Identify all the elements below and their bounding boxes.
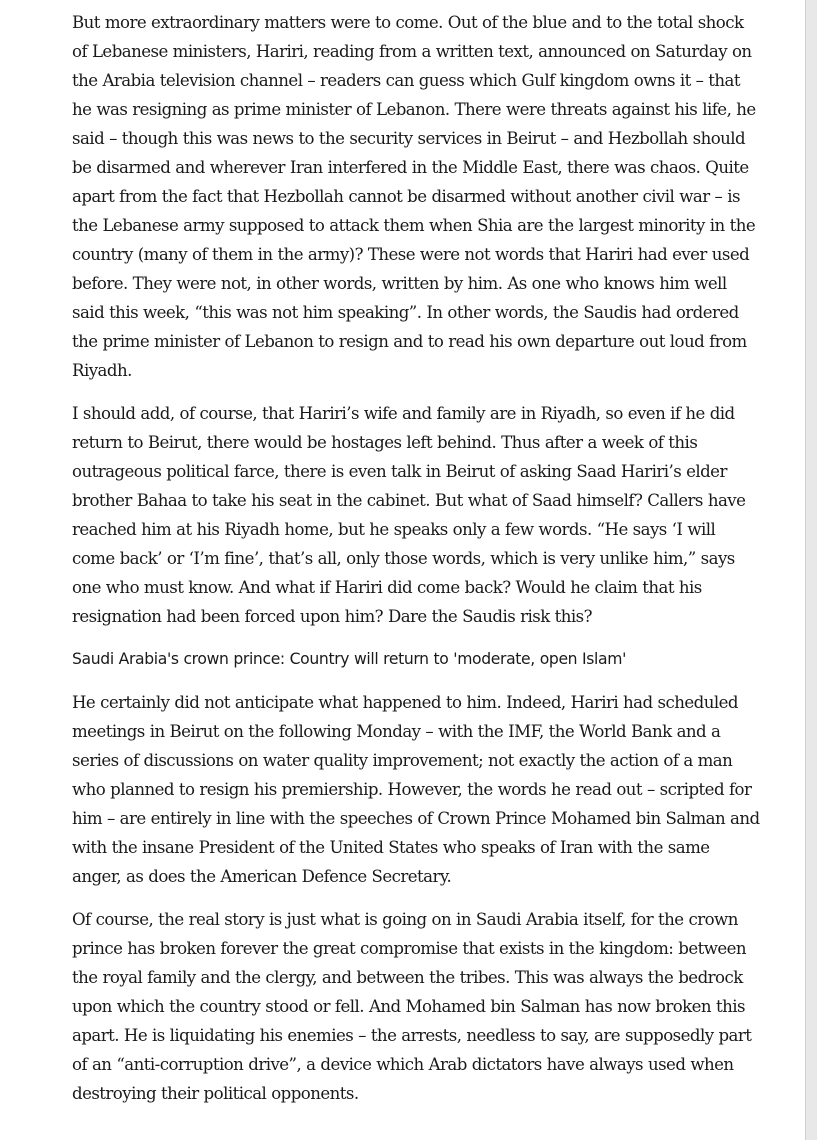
paragraph-2: I should add, of course, that Hariri’s wife and family are in Riyadh, so even if he did return to Beirut, there would be hostages left behind. Thus after a week of this outrageous political farce, there is even talk in Beirut of asking Saad Hariri’s elder brother Bahaa to take his seat in the cabinet. But what of Saad himself? Callers have reached him at his Riyadh home, but he speaks only a few words. “He says ‘I will come back’ or ‘I’m fine’, that’s all, only those words, which is very unlike him,” says one who must know. And what if Hariri did come back? Would he claim that his resignation had been forced upon him? Dare the Saudis risk this? — [72, 404, 746, 626]
paragraph-3: He certainly did not anticipate what happened to him. Indeed, Hariri had scheduled meetings in Beirut on the following Monday – with the IMF, the World Bank and a series of discussions on water quality improvement; not exactly the action of a man who planned to resign his premiership. However, the words he read out – scripted for him – are entirely in line with the speeches of Crown Prince Mohamed bin Salman and with the insane President of the United States who speaks of Iran with the same anger, as does the American Defence Secretary. — [72, 693, 760, 886]
window-scrollbar[interactable] — [805, 0, 817, 1140]
article-body — [72, 8, 762, 1122]
paragraph-1: But more extraordinary matters were to come. Out of the blue and to the total shock of Lebanese ministers, Hariri, reading from a written text, announced on Saturday on the Arabia television channel – readers can guess which Gulf kingdom owns it – that he was resigning as prime minister of Lebanon. There were threats against his life, he said – though this was news to the security services in Beirut – and Hezbollah should be disarmed and wherever Iran interfered in the Middle East, there was chaos. Quite apart from the fact that Hezbollah cannot be disarmed without another civil war – is the Lebanese army supposed to attack them when Shia are the largest minority in the country (many of them in the army)? These were not words that Hariri had ever used before. They were not, in other words, written by him. As one who knows him well said this week, “this was not him speaking”. In other words, the Saudis had ordered the prime minister of Lebanon to resign and to read his own departure out loud from Riyadh. — [72, 13, 756, 380]
paragraph-4: Of course, the real story is just what is going on in Saudi Arabia itself, for the crown prince has broken forever the great compromise that exists in the kingdom: between the royal family and the clergy, and between the tribes. This was always the bedrock upon which the country stood or fell. And Mohamed bin Salman has now broken this apart. He is liquidating his enemies – the arrests, needless to say, are supposedly part of an “anti-corruption drive”, a device which Arab dictators have always used when destroying their political opponents. — [72, 910, 752, 1103]
related-article-link[interactable]: Saudi Arabia's crown prince: Country will return to 'moderate, open Islam' — [72, 650, 627, 668]
